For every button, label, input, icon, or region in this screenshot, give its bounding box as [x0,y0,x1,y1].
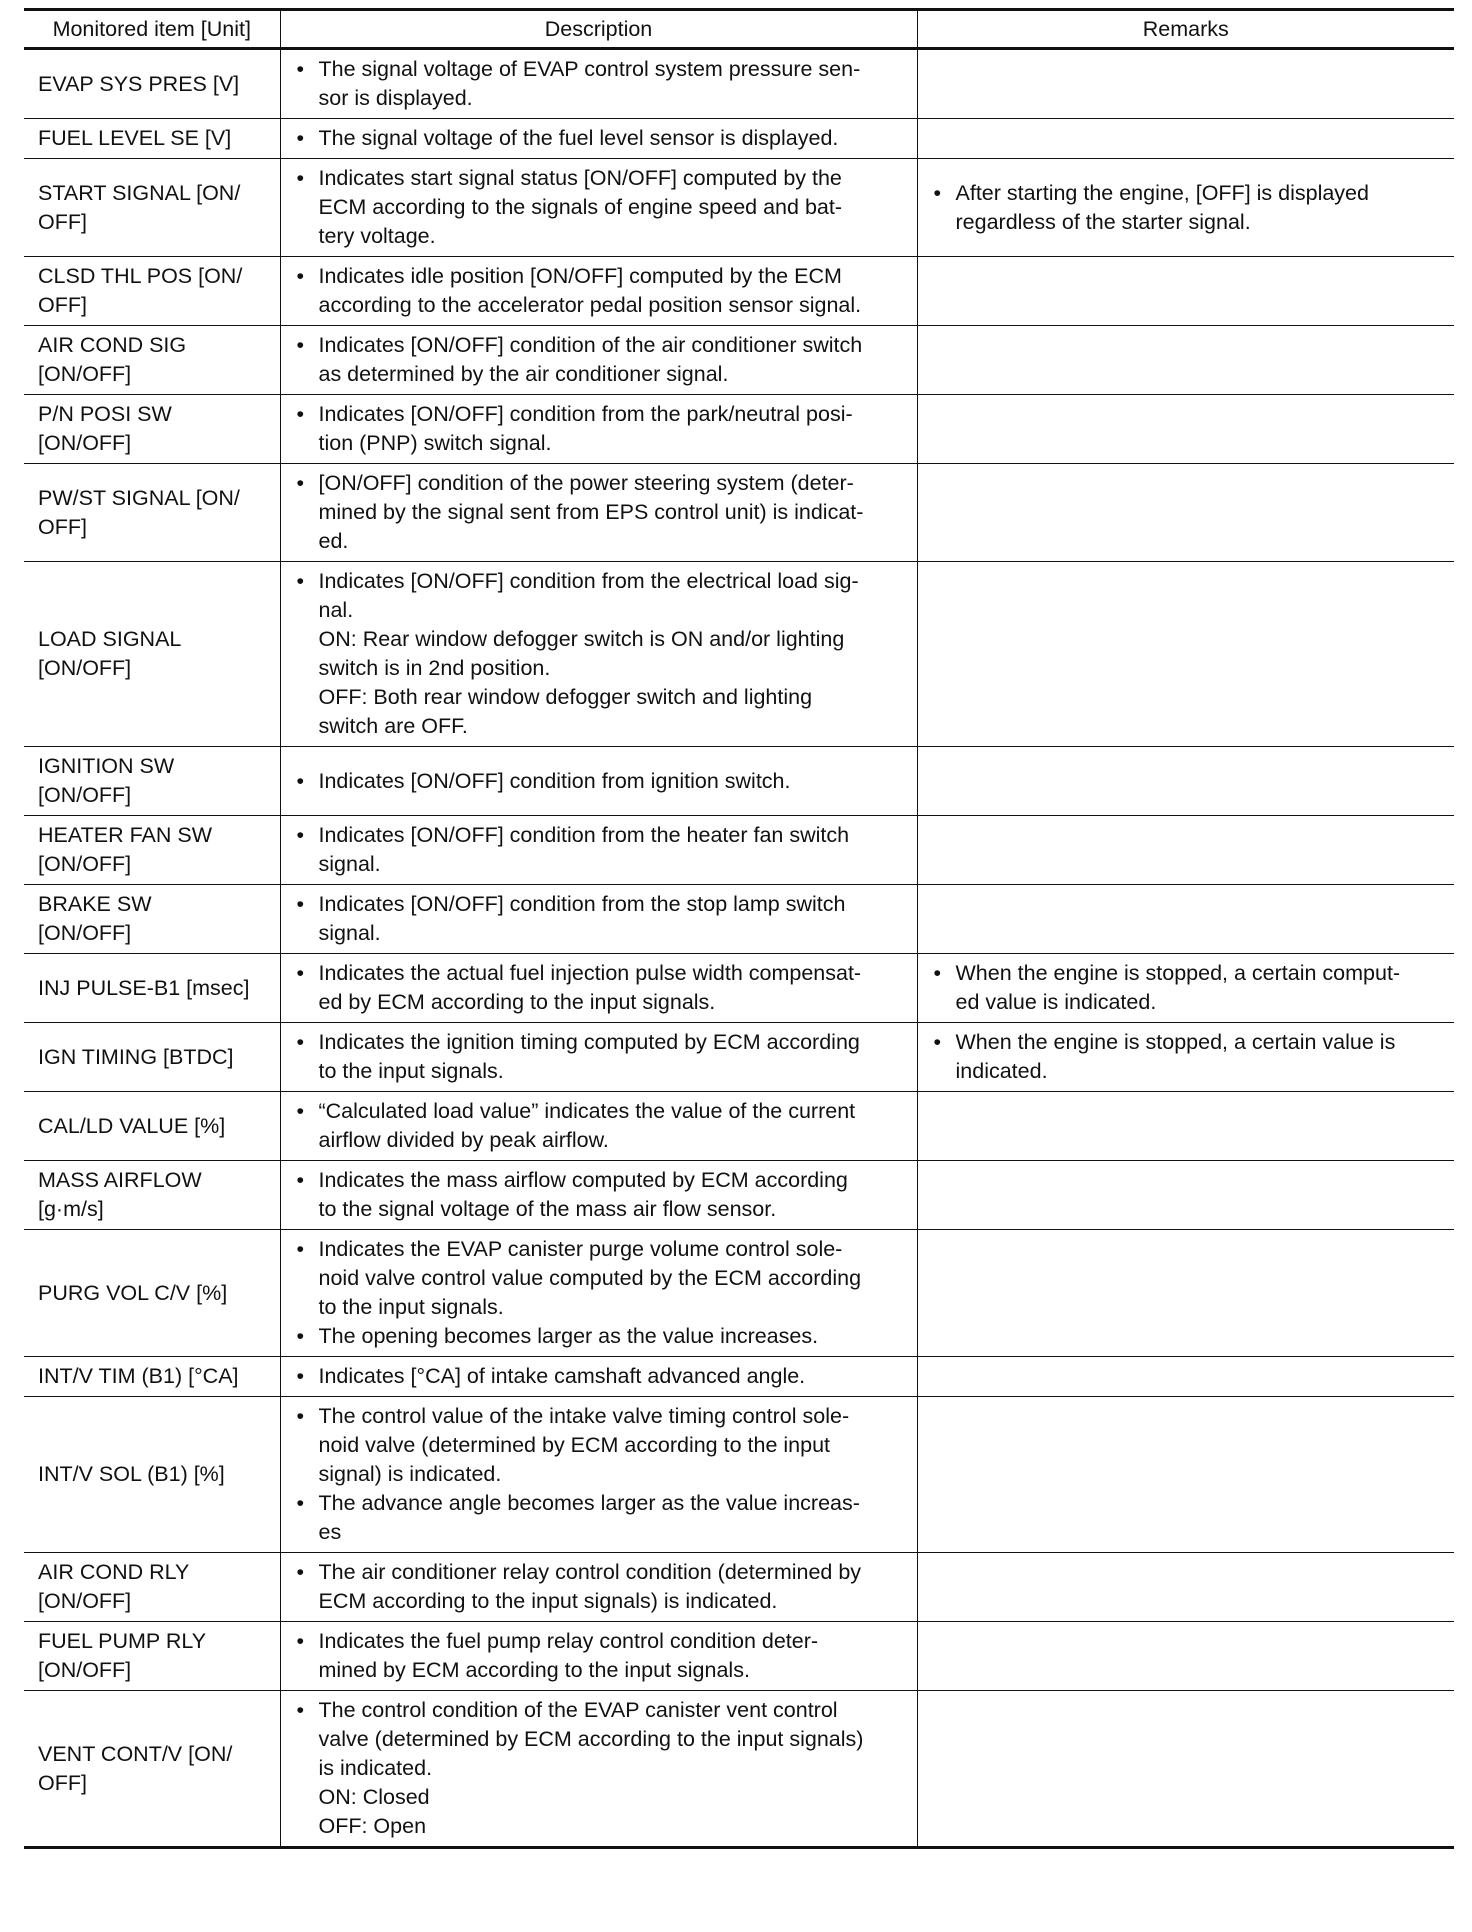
table-row [24,1553,1454,1622]
description-list [295,567,909,625]
description-cell [280,1553,917,1622]
description-bullet: • Indicates [ON/OFF] condition from the stop lamp switch signal. [295,890,909,948]
description-bullet: • Indicates [ON/OFF] condition of the air conditioner switch as determined by the air conditioner signal. [295,331,909,389]
description-cell [280,562,917,747]
description-cell [280,326,917,395]
monitored-item-name: P/N POSI SW [ON/OFF] [38,402,172,455]
header-description: Description [280,10,917,49]
description-list [295,1696,909,1783]
description-bullet: • The air conditioner relay control condition (determined by ECM according to the input signals) is indicated. [295,1558,909,1616]
description-bullet: • Indicates [ON/OFF] condition from ignition switch. [295,767,909,796]
remarks-cell [917,395,1454,464]
description-bullet: • Indicates [°CA] of intake camshaft advanced angle. [295,1362,909,1391]
monitored-item-cell [24,464,280,562]
remarks-cell [917,1397,1454,1553]
description-list [295,400,909,458]
remarks-cell [917,159,1454,257]
remarks-cell [917,464,1454,562]
monitored-item-cell [24,816,280,885]
description-bullet: • Indicates the actual fuel injection pulse width compensat- ed by ECM according to the input signals. [295,959,909,1017]
description-cell [280,816,917,885]
monitored-item-name: INJ PULSE-B1 [msec] [38,975,250,1000]
description-bullet: • Indicates the EVAP canister purge volume control sole- noid valve control value computed by the ECM according to the input signals. [295,1235,909,1322]
remarks-cell [917,885,1454,954]
description-cell [280,464,917,562]
description-list [295,262,909,320]
table-body [24,49,1454,1848]
monitored-item-cell [24,1161,280,1230]
monitored-item-name: FUEL PUMP RLY [ON/OFF] [38,1629,207,1682]
monitored-item-name: CLSD THL POS [ON/ OFF] [38,264,243,317]
description-list [295,331,909,389]
table-row [24,1357,1454,1397]
monitored-item-cell [24,326,280,395]
remarks-cell [917,257,1454,326]
description-cell [280,159,917,257]
description-list [295,767,909,796]
description-cell [280,1691,917,1848]
description-cell [280,119,917,159]
description-bullet: • Indicates the fuel pump relay control condition deter- mined by ECM according to the input signals. [295,1627,909,1685]
monitored-item-cell [24,562,280,747]
monitor-item-table [24,8,1454,1849]
monitored-item-name: PW/ST SIGNAL [ON/ OFF] [38,485,240,539]
description-cell [280,1397,917,1553]
remarks-bullet: • After starting the engine, [OFF] is displayed regardless of the starter signal. [932,179,1447,237]
description-cell [280,1161,917,1230]
header-remarks: Remarks [917,10,1454,49]
description-cell [280,747,917,816]
remarks-cell [917,1357,1454,1397]
remarks-cell [917,1230,1454,1357]
remarks-cell [917,1023,1454,1092]
remarks-cell [917,1161,1454,1230]
description-list [295,821,909,879]
description-cell [280,1092,917,1161]
description-bullet: • The signal voltage of the fuel level sensor is displayed. [295,124,909,153]
description-bullet: • The control condition of the EVAP canister vent control valve (determined by ECM according to the input signals) is indicated. [295,1696,909,1783]
description-bullet: • Indicates start signal status [ON/OFF] computed by the ECM according to the signals of engine speed and bat- tery voltage. [295,164,909,251]
monitored-item-name: BRAKE SW [ON/OFF] [38,892,152,945]
monitored-item-cell [24,747,280,816]
remarks-cell [917,1092,1454,1161]
monitored-item-cell [24,257,280,326]
description-list [295,959,909,1017]
monitored-item-cell [24,395,280,464]
monitored-item-name: INT/V SOL (B1) [%] [38,1462,225,1486]
monitored-item-cell [24,954,280,1023]
description-list [295,1166,909,1224]
description-bullet: • “Calculated load value” indicates the value of the current airflow divided by peak airflow. [295,1097,909,1155]
table-row [24,816,1454,885]
monitored-item-name: EVAP SYS PRES [V] [38,71,240,96]
description-bullet: • Indicates the ignition timing computed by ECM according to the input signals. [295,1028,909,1086]
table-row [24,395,1454,464]
table-row [24,1397,1454,1553]
description-bullet: • Indicates idle position [ON/OFF] computed by the ECM according to the accelerator pedal position sensor signal. [295,262,909,320]
table-row [24,954,1454,1023]
description-note: ON: Closed OFF: Open [318,1785,430,1838]
description-bullet: • Indicates [ON/OFF] condition from the park/neutral posi- tion (PNP) switch signal. [295,400,909,458]
monitored-item-cell [24,1622,280,1691]
description-bullet: • The advance angle becomes larger as the value increas- es [295,1489,909,1547]
description-note: ON: Rear window defogger switch is ON and/or lighting switch is in 2nd position. OFF: Both rear window defogger switch and lighting switch are OFF. [318,627,845,738]
remarks-cell [917,816,1454,885]
monitored-item-name: IGNITION SW [ON/OFF] [38,754,175,807]
description-cell [280,885,917,954]
description-list [295,1028,909,1086]
monitored-item-name: LOAD SIGNAL [ON/OFF] [38,627,182,680]
header-monitored-item: Monitored item [Unit] [24,10,280,49]
description-list [295,124,909,153]
monitored-item-cell [24,119,280,159]
description-cell [280,1023,917,1092]
remarks-cell [917,49,1454,119]
table-header [24,10,1454,49]
monitored-item-name: IGN TIMING [BTDC] [38,1044,234,1069]
remarks-cell [917,1553,1454,1622]
description-cell [280,49,917,119]
remarks-cell [917,1622,1454,1691]
monitored-item-name: VENT CONT/V [ON/ OFF] [38,1741,233,1795]
description-cell [280,395,917,464]
remarks-cell [917,954,1454,1023]
remarks-list [932,959,1447,1017]
monitored-item-name: MASS AIRFLOW [g·m/s] [38,1168,202,1221]
remarks-bullet: • When the engine is stopped, a certain value is indicated. [932,1028,1447,1086]
description-cell [280,954,917,1023]
table-row [24,562,1454,747]
remarks-bullet: • When the engine is stopped, a certain comput- ed value is indicated. [932,959,1447,1017]
monitored-item-name: HEATER FAN SW [ON/OFF] [38,823,213,876]
description-bullet: • The opening becomes larger as the value increases. [295,1322,909,1351]
monitored-item-name: CAL/LD VALUE [%] [38,1113,226,1138]
monitored-item-cell [24,1023,280,1092]
monitored-item-name: PURG VOL C/V [%] [38,1280,228,1305]
remarks-cell [917,326,1454,395]
monitored-item-cell [24,885,280,954]
monitored-item-cell [24,1397,280,1553]
table-row [24,1161,1454,1230]
monitored-item-cell [24,49,280,119]
table-row [24,747,1454,816]
table-row [24,49,1454,119]
table-row [24,885,1454,954]
description-list [295,469,909,556]
description-list [295,890,909,948]
description-cell [280,1357,917,1397]
monitored-item-cell [24,1691,280,1848]
monitored-item-name: INT/V TIM (B1) [°CA] [38,1364,239,1388]
remarks-cell [917,747,1454,816]
table-row [24,1691,1454,1848]
monitored-item-cell [24,1092,280,1161]
description-bullet: • Indicates [ON/OFF] condition from the electrical load sig- nal. [295,567,909,625]
monitored-item-cell [24,1553,280,1622]
description-bullet: • Indicates [ON/OFF] condition from the heater fan switch signal. [295,821,909,879]
description-cell [280,1622,917,1691]
table-row [24,1622,1454,1691]
description-list [295,1627,909,1685]
description-list [295,1362,909,1391]
table-row [24,326,1454,395]
remarks-cell [917,1691,1454,1848]
header-row [24,10,1454,49]
table-row [24,1230,1454,1357]
remarks-cell [917,562,1454,747]
description-list [295,1558,909,1616]
monitored-item-cell [24,1357,280,1397]
table-row [24,464,1454,562]
table-row [24,257,1454,326]
table-row [24,119,1454,159]
remarks-list [932,1028,1447,1086]
remarks-cell [917,119,1454,159]
description-cell [280,1230,917,1357]
description-list [295,1097,909,1155]
description-cell [280,257,917,326]
description-bullet: • The control value of the intake valve timing control sole- noid valve (determined by ECM according to the input signal) is indicated. [295,1402,909,1489]
description-list [295,55,909,113]
description-list [295,164,909,251]
description-list [295,1235,909,1351]
description-bullet: • The signal voltage of EVAP control system pressure sen- sor is displayed. [295,55,909,113]
table-row [24,1092,1454,1161]
monitored-item-name: AIR COND RLY [ON/OFF] [38,1560,190,1613]
description-list [295,1402,909,1547]
description-bullet: • Indicates the mass airflow computed by ECM according to the signal voltage of the mass air flow sensor. [295,1166,909,1224]
monitored-item-name: START SIGNAL [ON/ OFF] [38,180,241,234]
monitored-item-cell [24,1230,280,1357]
monitored-item-cell [24,159,280,257]
table-row [24,1023,1454,1092]
remarks-list [932,179,1447,237]
description-bullet: • [ON/OFF] condition of the power steering system (deter- mined by the signal sent from EPS control unit) is indicat- ed. [295,469,909,556]
monitored-item-name: AIR COND SIG [ON/OFF] [38,333,187,386]
table-row [24,159,1454,257]
monitored-item-name: FUEL LEVEL SE [V] [38,126,232,150]
